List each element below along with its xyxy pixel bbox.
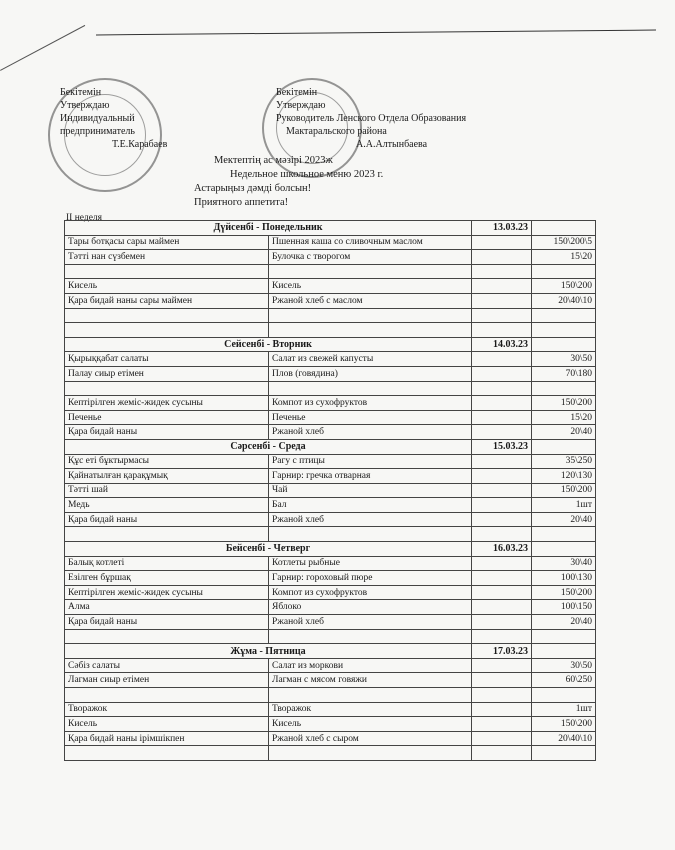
dish-name-kz: Палау сиыр етімен [65,366,269,381]
spacer-cell [472,235,532,250]
day-date: 14.03.23 [472,337,532,352]
portion-size: 15\20 [532,410,596,425]
dish-name-ru: Кисель [269,279,472,294]
dish-name-kz: Творажок [65,702,269,717]
spacer-cell [472,323,532,338]
dish-name-kz [65,323,269,338]
portion-size [532,688,596,703]
spacer-cell [472,615,532,630]
dish-name-ru: Ржаной хлеб [269,615,472,630]
portion-size: 15\20 [532,250,596,265]
portion-size: 1шт [532,498,596,513]
menu-row [65,512,596,527]
dish-name-kz: Кисель [65,717,269,732]
approval-left-signatory: Т.Е.Карабаев [112,139,168,150]
dish-name-ru: Творажок [269,702,472,717]
dish-name-kz: Алма [65,600,269,615]
portion-size: 30\50 [532,658,596,673]
menu-row [65,381,596,396]
dish-name-ru: Лагман с мясом говяжи [269,673,472,688]
spacer-cell [472,556,532,571]
spacer-cell [472,658,532,673]
approval-right-signatory: А.А.Алтынбаева [356,139,428,150]
wish-ru: Приятного аппетита! [194,197,289,208]
menu-row [65,688,596,703]
dish-name-kz: Балық котлеті [65,556,269,571]
spacer-cell [472,250,532,265]
spacer-cell [472,600,532,615]
day-date: 16.03.23 [472,542,532,557]
day-name: Сейсенбі - Вторник [65,337,472,352]
dish-name-kz: Қайнатылған қарақұмық [65,469,269,484]
spacer-cell [472,308,532,323]
spacer-cell [472,279,532,294]
menu-row [65,323,596,338]
menu-row [65,410,596,425]
dish-name-kz: Кептірілген жеміс-жидек сусыны [65,396,269,411]
approval-right-line: Мактаральского района [286,126,387,137]
spacer-cell [472,396,532,411]
portion-size: 150\200 [532,279,596,294]
week-label: II неделя [66,213,103,223]
title-kz: Мектептің ас мәзірі 2023ж [214,155,333,166]
dish-name-kz: Сәбіз салаты [65,658,269,673]
portion-size: 20\40 [532,615,596,630]
menu-row [65,556,596,571]
menu-table [64,220,596,761]
menu-row [65,279,596,294]
dish-name-ru: Яблоко [269,600,472,615]
menu-row [65,235,596,250]
spacer-cell [472,512,532,527]
dish-name-ru: Гарнир: гороховый пюре [269,571,472,586]
menu-row [65,483,596,498]
portion-size: 60\250 [532,673,596,688]
menu-row [65,527,596,542]
approval-right-line: Утверждаю [276,100,326,111]
dish-name-ru: Котлеты рыбные [269,556,472,571]
menu-row [65,673,596,688]
dish-name-kz: Құс еті бұктырмасы [65,454,269,469]
dish-name-ru: Кисель [269,717,472,732]
portion-size: 100\150 [532,600,596,615]
portion-size: 35\250 [532,454,596,469]
menu-row [65,396,596,411]
menu-row [65,731,596,746]
dish-name-ru: Ржаной хлеб [269,425,472,440]
spacer-cell [472,425,532,440]
menu-row [65,746,596,761]
portion-size [532,323,596,338]
dish-name-ru [269,746,472,761]
portion-size [532,746,596,761]
approval-left-line: Утверждаю [60,100,110,111]
wish-kz: Астарыңыз дәмді болсын! [194,183,312,194]
day-date: 15.03.23 [472,439,532,454]
dish-name-kz: Тары ботқасы сары маймен [65,235,269,250]
day-header-row [65,337,596,352]
spacer-cell [472,352,532,367]
menu-row [65,717,596,732]
dish-name-kz [65,746,269,761]
spacer-cell [472,264,532,279]
menu-row [65,629,596,644]
dish-name-kz: Лагман сиыр етімен [65,673,269,688]
menu-row [65,454,596,469]
portion-size: 150\200 [532,483,596,498]
menu-row [65,571,596,586]
dish-name-kz: Медь [65,498,269,513]
spacer-cell [472,483,532,498]
dish-name-kz [65,688,269,703]
dish-name-kz: Тәтті нан сүзбемен [65,250,269,265]
portion-size: 150\200 [532,717,596,732]
dish-name-kz: Қырыққабат салаты [65,352,269,367]
portion-size [532,264,596,279]
dish-name-ru: Ржаной хлеб с маслом [269,293,472,308]
dish-name-kz: Қара бидай наны [65,425,269,440]
dish-name-kz: Кептірілген жеміс-жидек сусыны [65,585,269,600]
portion-size: 30\40 [532,556,596,571]
spacer-cell [472,410,532,425]
day-header-empty-cell [532,542,596,557]
menu-row [65,615,596,630]
portion-size: 20\40 [532,425,596,440]
dish-name-ru: Чай [269,483,472,498]
portion-size: 150\200 [532,585,596,600]
spacer-cell [472,688,532,703]
dish-name-ru: Компот из сухофруктов [269,585,472,600]
scan-edge-diagonal [0,25,85,71]
dish-name-kz [65,629,269,644]
portion-size: 150\200 [532,396,596,411]
spacer-cell [472,381,532,396]
dish-name-ru: Салат из моркови [269,658,472,673]
dish-name-kz [65,527,269,542]
spacer-cell [472,293,532,308]
dish-name-ru: Рагу с птицы [269,454,472,469]
approval-left-line: Бекітемін [60,87,102,98]
menu-row [65,293,596,308]
spacer-cell [472,731,532,746]
day-header-row [65,542,596,557]
day-header-row [65,644,596,659]
menu-row [65,352,596,367]
day-name: Жұма - Пятница [65,644,472,659]
dish-name-kz: Тәтті шай [65,483,269,498]
dish-name-ru: Булочка с творогом [269,250,472,265]
spacer-cell [472,585,532,600]
menu-row [65,469,596,484]
approval-left [60,86,167,151]
portion-size [532,629,596,644]
dish-name-ru [269,323,472,338]
day-header-row [65,221,596,236]
portion-size [532,527,596,542]
approval-left-line: предприниматель [60,126,135,137]
dish-name-ru [269,264,472,279]
day-name: Сәрсенбі - Среда [65,439,472,454]
spacer-cell [472,717,532,732]
spacer-cell [472,673,532,688]
day-header-empty-cell [532,221,596,236]
dish-name-kz [65,264,269,279]
scan-edge-line [96,30,656,36]
day-name: Бейсенбі - Четверг [65,542,472,557]
portion-size: 30\50 [532,352,596,367]
dish-name-kz [65,308,269,323]
dish-name-ru: Ржаной хлеб с сыром [269,731,472,746]
dish-name-ru: Пшенная каша со сливочным маслом [269,235,472,250]
menu-row [65,658,596,673]
dish-name-ru: Компот из сухофруктов [269,396,472,411]
day-header-empty-cell [532,439,596,454]
menu-row [65,498,596,513]
spacer-cell [472,454,532,469]
spacer-cell [472,498,532,513]
day-date: 17.03.23 [472,644,532,659]
portion-size: 20\40 [532,512,596,527]
portion-size: 20\40\10 [532,293,596,308]
spacer-cell [472,629,532,644]
menu-row [65,702,596,717]
dish-name-kz: Печенье [65,410,269,425]
dish-name-ru [269,308,472,323]
approval-right-line: Бекітемін [276,87,318,98]
portion-size: 20\40\10 [532,731,596,746]
dish-name-kz: Езілген бұршақ [65,571,269,586]
dish-name-ru [269,381,472,396]
day-date: 13.03.23 [472,221,532,236]
dish-name-kz: Қара бидай наны [65,615,269,630]
portion-size: 70\180 [532,366,596,381]
approval-right [276,86,466,151]
spacer-cell [472,746,532,761]
dish-name-kz: Қара бидай наны сары маймен [65,293,269,308]
menu-row [65,308,596,323]
dish-name-ru: Печенье [269,410,472,425]
spacer-cell [472,366,532,381]
menu-row [65,585,596,600]
dish-name-kz: Қара бидай наны ірімшікпен [65,731,269,746]
portion-size: 100\130 [532,571,596,586]
dish-name-ru: Салат из свежей капусты [269,352,472,367]
dish-name-kz: Қара бидай наны [65,512,269,527]
title-ru: Недельное школьное меню 2023 г. [230,169,384,180]
dish-name-ru: Бал [269,498,472,513]
day-header-row [65,439,596,454]
menu-row [65,425,596,440]
spacer-cell [472,702,532,717]
spacer-cell [472,527,532,542]
dish-name-ru [269,527,472,542]
dish-name-kz [65,381,269,396]
spacer-cell [472,469,532,484]
spacer-cell [472,571,532,586]
menu-row [65,250,596,265]
dish-name-ru: Гарнир: гречка отварная [269,469,472,484]
dish-name-ru [269,629,472,644]
dish-name-ru: Плов (говядина) [269,366,472,381]
portion-size: 1шт [532,702,596,717]
portion-size [532,308,596,323]
approval-right-line: Руководитель Ленского Отдела Образования [276,113,467,124]
dish-name-ru [269,688,472,703]
day-header-empty-cell [532,337,596,352]
day-header-empty-cell [532,644,596,659]
portion-size: 150\200\5 [532,235,596,250]
dish-name-kz: Кисель [65,279,269,294]
dish-name-ru: Ржаной хлеб [269,512,472,527]
menu-row [65,366,596,381]
portion-size [532,381,596,396]
menu-row [65,264,596,279]
approval-left-line: Индивидуальный [60,113,135,124]
menu-row [65,600,596,615]
portion-size: 120\130 [532,469,596,484]
day-name: Дүйсенбі - Понедельник [65,221,472,236]
